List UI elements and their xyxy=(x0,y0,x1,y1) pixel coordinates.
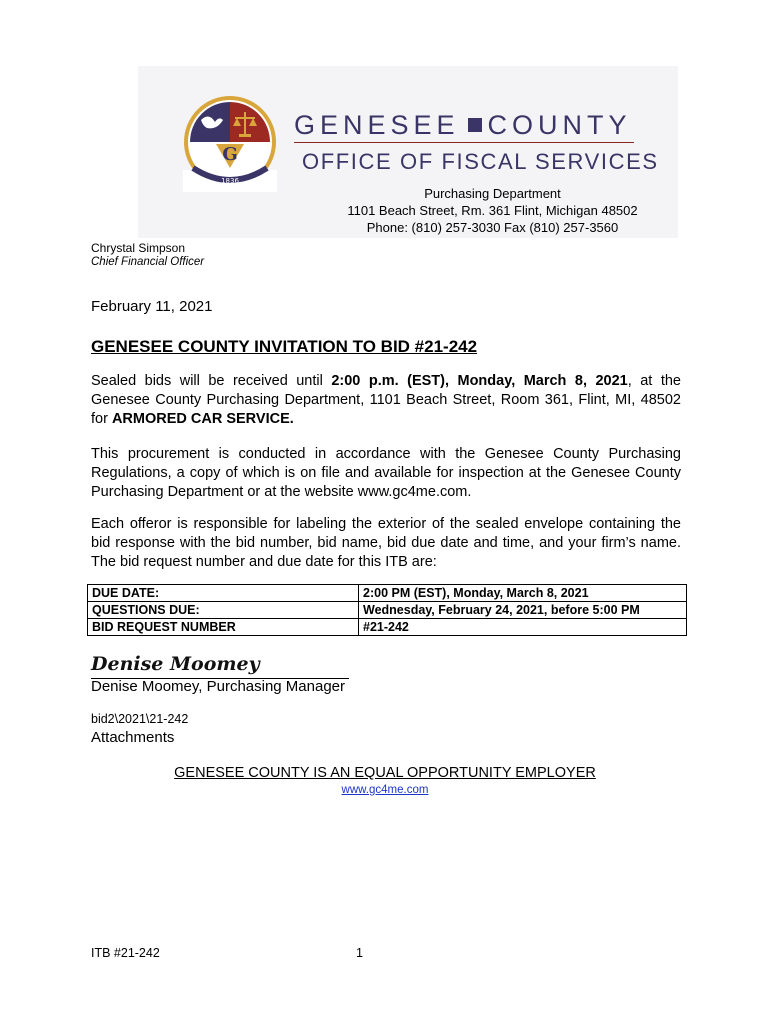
officer-title: Chief Financial Officer xyxy=(91,256,205,268)
website-link[interactable]: www.gc4me.com xyxy=(341,784,429,796)
row-label: QUESTIONS DUE: xyxy=(88,602,359,619)
table-row xyxy=(88,619,687,636)
seal-letter: G xyxy=(222,144,238,165)
department-address: 1101 Beach Street, Rm. 361 Flint, Michigan 48502 xyxy=(347,203,638,218)
row-value: 2:00 PM (EST), Monday, March 8, 2021 xyxy=(359,585,687,602)
bid-info-table xyxy=(87,584,687,636)
signature: Denise Moomey xyxy=(91,653,260,675)
attachments-label: Attachments xyxy=(91,729,175,746)
department-name: Purchasing Department xyxy=(424,186,561,201)
row-value: #21-242 xyxy=(359,619,687,636)
para1-text-1: Sealed bids will be received until xyxy=(91,373,332,389)
file-reference: bid2\2021\21-242 xyxy=(91,712,189,726)
table-row xyxy=(88,602,687,619)
para1-service: ARMORED CAR SERVICE. xyxy=(111,411,294,427)
bid-heading: GENESEE COUNTY INVITATION TO BID #21-242 xyxy=(91,337,478,356)
office-rule xyxy=(294,142,634,143)
paragraph-regulations: This procurement is conducted in accordance with the Genesee County Purchasing Regulations, a copy of which is on file and available for inspection at the Genesee County Purchasing Department or at the website www.gc4me.com. xyxy=(91,446,681,500)
para1-text-2: , at the Genesee County Purchasing Department, 1101 Beach Street, Room 361, Flint, MI, 48502 for xyxy=(91,373,681,427)
office-name: OFFICE OF FISCAL SERVICES xyxy=(302,149,659,174)
county-name xyxy=(294,110,632,141)
eeo-statement: GENESEE COUNTY IS AN EQUAL OPPORTUNITY EMPLOYER xyxy=(174,765,596,781)
letter-date: February 11, 2021 xyxy=(91,298,213,315)
paragraph-labeling: Each offeror is responsible for labeling the exterior of the sealed envelope containing the bid response with the bid number, bid name, bid due date and time, and your firm’s name. The bid request number and due date for this ITB are: xyxy=(91,516,681,570)
paragraph-bid-deadline xyxy=(91,372,681,429)
row-label: BID REQUEST NUMBER xyxy=(88,619,359,636)
table-row xyxy=(88,585,687,602)
para1-deadline: 2:00 p.m. (EST), Monday, March 8, 2021 xyxy=(331,373,628,389)
officer-name: Chrystal Simpson xyxy=(91,241,186,255)
department-phone: Phone: (810) 257-3030 Fax (810) 257-3560 xyxy=(366,220,619,235)
footer-doc-number: ITB #21-242 xyxy=(91,946,160,960)
county-word-1: GENESEE xyxy=(294,110,460,140)
page-number: 1 xyxy=(356,946,363,960)
row-value: Wednesday, February 24, 2021, before 5:00 PM xyxy=(359,602,687,619)
row-label: DUE DATE: xyxy=(88,585,359,602)
separator-square-icon xyxy=(468,118,482,132)
signer-name: Denise Moomey, Purchasing Manager xyxy=(91,678,346,695)
county-word-2: COUNTY xyxy=(487,110,632,140)
county-seal-logo xyxy=(183,92,277,192)
seal-year: 1836 xyxy=(221,177,239,185)
